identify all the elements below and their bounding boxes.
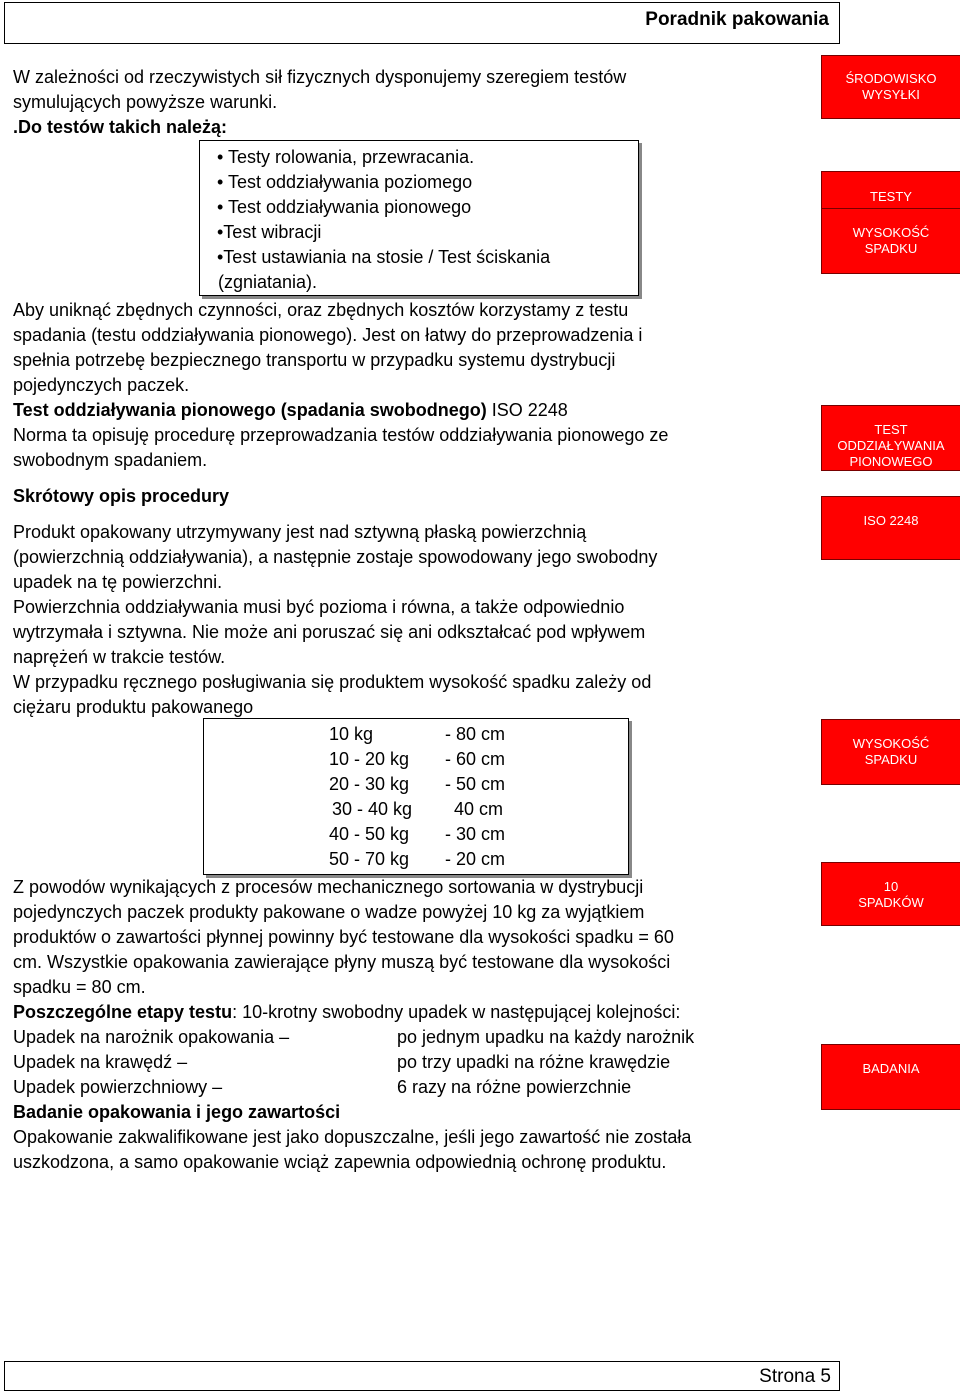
procedure-line: wytrzymała i sztywna. Nie może ani poruszać się ani odkształcać pod wpływem [13, 622, 646, 642]
sidebar-label-line: SPADKU [864, 752, 918, 767]
badanie-line: uszkodzona, a samo opakowanie wciąż zapewnia odpowiednią ochronę produktu. [13, 1152, 667, 1172]
procedure-line: naprężeń w trakcie testów. [13, 647, 226, 667]
height-cell: - 50 cm [445, 774, 506, 794]
weight-cell: 10 - 20 kg [329, 749, 410, 769]
sidebar-label-line: ŚRODOWISKO [845, 71, 937, 86]
paragraph-line: spadku = 80 cm. [13, 977, 146, 997]
sidebar-label-iso [821, 496, 960, 560]
weight-cell: 50 - 70 kg [329, 849, 410, 869]
sidebar-label-wysokosc-2 [821, 719, 960, 785]
sidebar-label-spadkow [821, 862, 960, 926]
sidebar-label-line: 10 [883, 879, 899, 894]
drop-desc: 6 razy na różne powierzchnie [397, 1077, 632, 1097]
procedure-line: (powierzchnią oddziaływania), a następnie zostaje spowodowany jego swobodny [13, 547, 658, 567]
weight-cell: 30 - 40 kg [332, 799, 413, 819]
height-cell: - 30 cm [445, 824, 506, 844]
drop-type: Upadek na krawędź – [13, 1052, 188, 1072]
intro-line: W zależności od rzeczywistych sił fizycznych dysponujemy szeregiem testów [13, 67, 627, 87]
intro-line: symulujących powyższe warunki. [13, 92, 278, 112]
stages-bold: Poszczególne etapy testu [13, 1002, 233, 1022]
procedure-line: Produkt opakowany utrzymywany jest nad sztywną płaską powierzchnią [13, 522, 587, 542]
test-heading [13, 398, 568, 423]
norma-line: swobodnym spadaniem. [13, 450, 208, 470]
stages-line [13, 1000, 680, 1025]
page-header [4, 2, 840, 44]
paragraph-line: cm. Wszystkie opakowania zawierające płyny muszą być testowane dla wysokości [13, 952, 671, 972]
sidebar-label-line: WYSOKOŚĆ [852, 225, 930, 240]
sidebar-label-line: ISO 2248 [863, 513, 919, 528]
sidebar-label-line: BADANIA [862, 1061, 920, 1076]
badanie-line: Opakowanie zakwalifikowane jest jako dopuszczalne, jeśli jego zawartość nie została [13, 1127, 692, 1147]
procedure-line: W przypadku ręcznego posługiwania się produktem wysokość spadku zależy od [13, 672, 652, 692]
paragraph-line: spadania (testu oddziaływania pionowego). Jest on łatwy do przeprowadzenia i [13, 325, 643, 345]
test-heading-iso: ISO 2248 [486, 400, 568, 420]
sidebar-label-line: TEST [874, 422, 908, 437]
bullet-item: •Test wibracji [217, 222, 322, 242]
procedure-line: Powierzchnia oddziaływania musi być pozioma i równa, a także odpowiednio [13, 597, 625, 617]
page-number: Strona 5 [759, 1366, 831, 1387]
height-cell: - 60 cm [445, 749, 506, 769]
paragraph-line: Z powodów wynikających z procesów mechanicznego sortowania w dystrybucji [13, 877, 644, 897]
header-title: Poradnik pakowania [645, 9, 829, 30]
sidebar-label-line: PIONOWEGO [849, 454, 933, 469]
paragraph-line: spełnia potrzebę bezpiecznego transportu w przypadku systemu dystrybucji [13, 350, 616, 370]
procedure-heading: Skrótowy opis procedury [13, 486, 230, 506]
drop-type: Upadek powierzchniowy – [13, 1077, 223, 1097]
sidebar-label-wysokosc [821, 208, 960, 274]
sidebar-label-line: TESTY [870, 189, 912, 204]
sidebar-label-line: WYSOKOŚĆ [852, 736, 930, 751]
intro-line: .Do testów takich należą: [13, 117, 228, 137]
page-footer [4, 1361, 840, 1391]
weight-cell: 20 - 30 kg [329, 774, 410, 794]
stages-normal: : 10-krotny swobodny upadek w następującej kolejności: [232, 1002, 681, 1022]
norma-line: Norma ta opisuję procedurę przeprowadzania testów oddziaływania pionowego ze [13, 425, 669, 445]
sidebar-label-line: ODDZIAŁYWANIA [837, 438, 945, 453]
drop-type: Upadek na narożnik opakowania – [13, 1027, 290, 1047]
bullet-item: •Test ustawiania na stosie / Test ściskania [217, 247, 551, 267]
drop-height-table-box [203, 718, 629, 875]
bullet-item: • Testy rolowania, przewracania. [217, 147, 475, 167]
drop-desc: po jednym upadku na każdy narożnik [397, 1027, 695, 1047]
height-cell: 40 cm [454, 799, 504, 819]
paragraph-line: Aby uniknąć zbędnych czynności, oraz zbędnych kosztów korzystamy z testu [13, 300, 629, 320]
sidebar-label-line: SPADKU [864, 241, 918, 256]
bullet-item: (zgniatania). [218, 272, 318, 292]
sidebar-label-testy [821, 171, 960, 211]
sidebar-label-test-oddzialywania [821, 405, 960, 471]
test-heading-bold: Test oddziaływania pionowego (spadania swobodnego) [13, 400, 487, 420]
weight-cell: 40 - 50 kg [329, 824, 410, 844]
sidebar-label-badania [821, 1044, 960, 1110]
drop-desc: po trzy upadki na różne krawędzie [397, 1052, 671, 1072]
weight-cell: 10 kg [329, 724, 374, 744]
height-cell: - 80 cm [445, 724, 506, 744]
height-cell: - 20 cm [445, 849, 506, 869]
sidebar-label-srodowisko [821, 55, 960, 119]
sidebar-label-line: SPADKÓW [858, 895, 924, 910]
procedure-line: upadek na tę powierzchni. [13, 572, 223, 592]
badanie-heading: Badanie opakowania i jego zawartości [13, 1102, 341, 1122]
paragraph-line: pojedynczych paczek. [13, 375, 190, 395]
bullet-item: • Test oddziaływania poziomego [217, 172, 473, 192]
paragraph-line: pojedynczych paczek produkty pakowane o wadze powyżej 10 kg za wyjątkiem [13, 902, 645, 922]
bullet-item: • Test oddziaływania pionowego [217, 197, 472, 217]
procedure-line: ciężaru produktu pakowanego [13, 697, 254, 717]
paragraph-line: produktów o zawartości płynnej powinny być testowane dla wysokości spadku = 60 [13, 927, 674, 947]
sidebar-label-line: WYSYŁKI [862, 87, 920, 102]
